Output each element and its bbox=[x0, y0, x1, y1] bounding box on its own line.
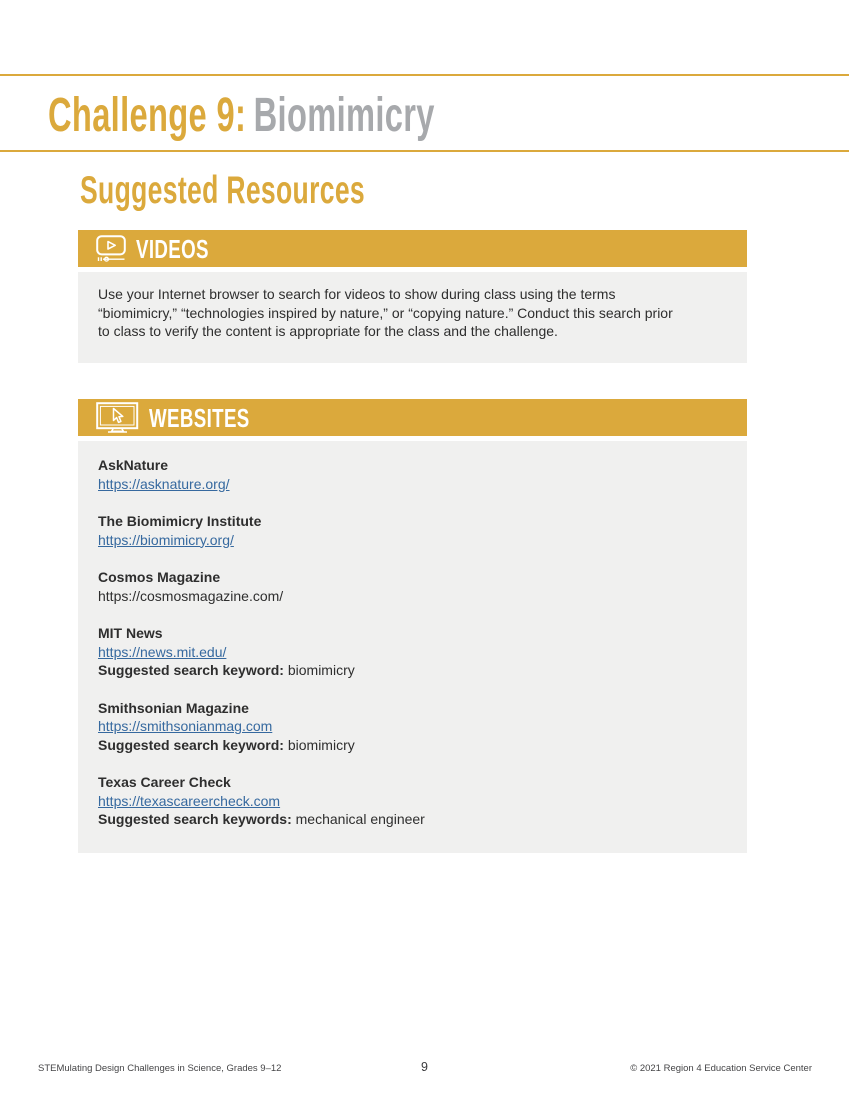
website-url bbox=[98, 643, 725, 662]
website-url bbox=[98, 792, 725, 811]
website-link[interactable]: https://smithsonianmag.com bbox=[98, 718, 273, 734]
keyword-value: biomimicry bbox=[287, 662, 355, 678]
section-heading: Suggested Resources bbox=[80, 169, 366, 212]
monitor-cursor-icon bbox=[96, 402, 139, 433]
video-play-icon bbox=[96, 235, 126, 262]
website-link[interactable]: https://news.mit.edu/ bbox=[98, 643, 227, 660]
videos-text-line: to class to verify the content is appropriate for the class and the challenge. bbox=[98, 323, 558, 339]
videos-description-text bbox=[98, 285, 725, 341]
footer-copyright: © 2021 Region 4 Education Service Center bbox=[630, 1063, 812, 1074]
top-divider-line bbox=[0, 74, 849, 76]
videos-description-box bbox=[78, 272, 747, 363]
website-name: The Biomimicry Institute bbox=[98, 513, 262, 529]
website-link[interactable]: https://biomimicry.org/ bbox=[98, 531, 234, 548]
website-url bbox=[98, 587, 725, 606]
title-divider-line bbox=[0, 150, 849, 152]
website-name: Texas Career Check bbox=[98, 774, 231, 790]
website-url-text: https://cosmosmagazine.com/ bbox=[98, 587, 284, 604]
websites-banner bbox=[78, 399, 747, 436]
keyword-label: Suggested search keywords: bbox=[98, 811, 292, 827]
websites-banner-label: WEBSITES bbox=[149, 402, 250, 433]
keyword-label: Suggested search keyword: bbox=[98, 662, 284, 678]
website-name: Smithsonian Magazine bbox=[98, 699, 249, 716]
videos-banner bbox=[78, 230, 747, 267]
website-entry bbox=[98, 568, 725, 605]
footer-book-title: STEMulating Design Challenges in Science, Grades 9–12 bbox=[38, 1063, 282, 1074]
website-name: MIT News bbox=[98, 625, 163, 641]
videos-text-line: “biomimicry,” “technologies inspired by nature,” or “copying nature.” Conduct this search prior bbox=[98, 304, 673, 321]
website-entry bbox=[98, 699, 725, 755]
website-url bbox=[98, 531, 725, 550]
website-link[interactable]: https://asknature.org/ bbox=[98, 475, 230, 492]
website-search-keyword bbox=[98, 661, 725, 680]
website-name: AskNature bbox=[98, 457, 169, 473]
page-title bbox=[48, 89, 617, 142]
website-search-keyword bbox=[98, 736, 725, 755]
website-entry bbox=[98, 456, 725, 493]
website-entry bbox=[98, 624, 725, 680]
footer-page-number: 9 bbox=[421, 1060, 428, 1074]
page-title-main: Biomimicry bbox=[253, 89, 435, 142]
website-url bbox=[98, 717, 725, 736]
website-search-keyword bbox=[98, 810, 725, 829]
website-link[interactable]: https://texascareercheck.com bbox=[98, 792, 281, 809]
keyword-value: mechanical engineer bbox=[295, 811, 425, 827]
keyword-value: biomimicry bbox=[287, 736, 355, 753]
website-entry bbox=[98, 773, 725, 829]
website-url bbox=[98, 475, 725, 494]
page-title-prefix: Challenge 9: bbox=[48, 89, 247, 142]
keyword-label: Suggested search keyword: bbox=[98, 736, 284, 753]
websites-list bbox=[98, 456, 725, 829]
website-entry bbox=[98, 512, 725, 549]
videos-banner-label: VIDEOS bbox=[136, 233, 209, 264]
videos-text-line: Use your Internet browser to search for videos to show during class using the terms bbox=[98, 286, 616, 302]
website-name: Cosmos Magazine bbox=[98, 569, 221, 585]
websites-list-box bbox=[78, 441, 747, 853]
